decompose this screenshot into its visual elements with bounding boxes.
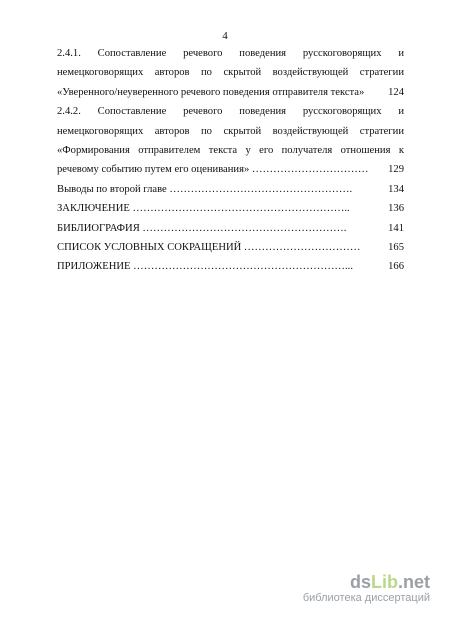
toc-entry-bibliography <box>57 219 404 238</box>
toc-entry-conclusion <box>57 199 404 218</box>
toc-entry-last-line <box>57 219 404 238</box>
toc-page-number: 129 <box>388 164 404 176</box>
toc-page-number: 136 <box>388 203 404 215</box>
toc-page-number: 134 <box>388 183 404 195</box>
toc-entry-text: речевому событию путем его оценивания» …………………………… <box>57 164 369 176</box>
toc-entry-text: ЗАКЛЮЧЕНИЕ …………………………………………………….. <box>57 203 350 215</box>
toc-entry-text: БИБЛИОГРАФИЯ …………………………………………………. <box>57 222 347 234</box>
toc-entry-line: немецкоговорящих авторов по скрытой воздействующей стратегии <box>57 67 404 79</box>
toc-entry-last-line <box>57 180 404 199</box>
toc-entry-line: 2.4.1. Сопоставление речевого поведения русскоговорящих и <box>57 48 404 59</box>
dslib-watermark <box>303 572 430 605</box>
toc-entry-line: «Формирования отправителем текста у его получателя отношения к <box>57 145 404 157</box>
dslib-logo <box>303 572 430 592</box>
logo-ds-text: ds <box>349 572 371 592</box>
toc-entry-line: 2.4.2. Сопоставление речевого поведения русскоговорящих и <box>57 106 404 118</box>
toc-entry-last-line <box>57 199 404 218</box>
toc-entry-2-4-1 <box>57 44 404 102</box>
toc-page-number: 124 <box>388 86 404 98</box>
toc-page-number: 166 <box>388 261 404 273</box>
toc-entry-last-line <box>57 83 404 102</box>
logo-lib-text: Lib <box>370 572 398 592</box>
page-number: 4 <box>222 30 228 42</box>
toc-entry-conclusions-chapter-2 <box>57 180 404 199</box>
table-of-contents <box>57 44 404 277</box>
watermark-subtitle: библиотека диссертаций <box>302 592 430 604</box>
toc-entry-last-line <box>57 160 404 179</box>
toc-entry-abbreviations <box>57 238 404 257</box>
toc-entry-text: ПРИЛОЖЕНИЕ ……………………………………………………... <box>57 261 353 273</box>
logo-net-text: .net <box>397 572 430 592</box>
toc-entry-appendix <box>57 257 404 276</box>
toc-page-number: 165 <box>388 242 404 254</box>
toc-page-number: 141 <box>388 222 404 234</box>
toc-entry-last-line <box>57 238 404 257</box>
toc-entry-line: немецкоговорящих авторов по скрытой воздействующей стратегии <box>57 125 404 137</box>
toc-entry-text: Выводы по второй главе ……………………………………………. <box>57 183 353 195</box>
toc-entry-2-4-2 <box>57 102 404 180</box>
toc-entry-text: СПИСОК УСЛОВНЫХ СОКРАЩЕНИЙ …………………………… <box>57 242 361 254</box>
toc-entry-last-line <box>57 257 404 276</box>
toc-entry-text: «Уверенного/неуверенного речевого поведения отправителя текста» <box>57 86 365 98</box>
